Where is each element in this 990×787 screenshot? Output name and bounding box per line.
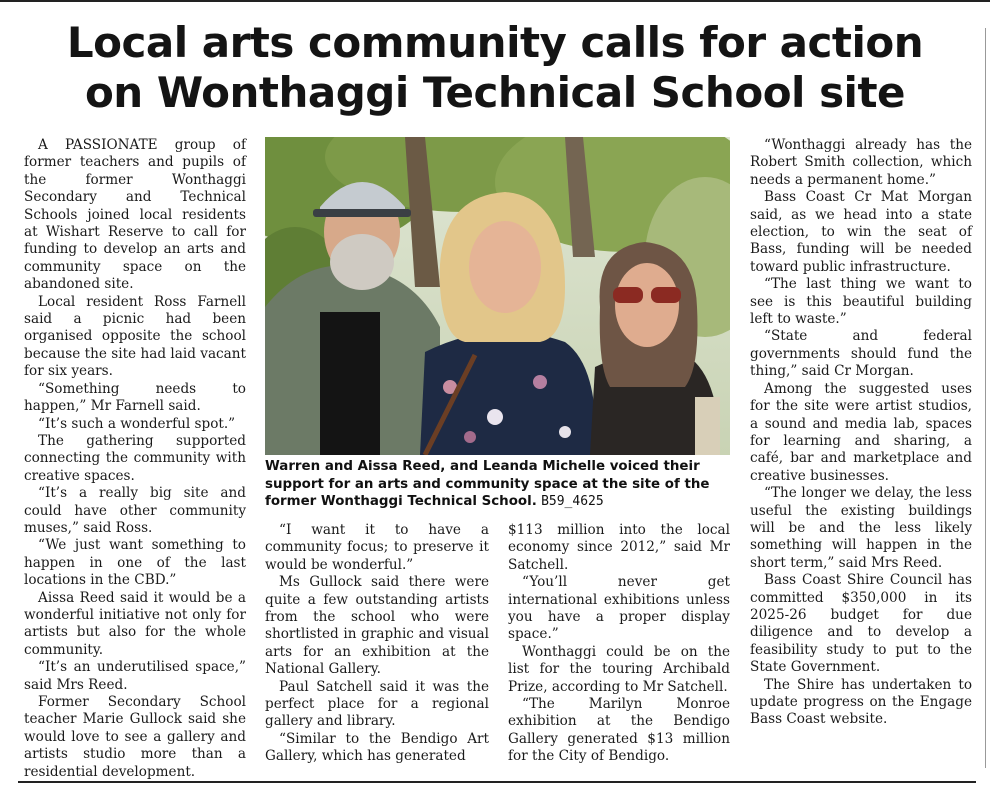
paragraph: A PASSIONATE group of former teachers and pupils of the former Wonthaggi Secondary and Technical Schools joined local residents at Wishart Reserve to call for funding to develop an arts and community space on the abandoned site. (24, 137, 246, 293)
paragraph: Paul Satchell said it was the perfect place for a regional gallery and library. (265, 678, 489, 730)
caption-text: Warren and Aissa Reed, and Leanda Michelle voiced their support for an arts and community space at the site of the former Wonthaggi Technical School. (265, 459, 710, 510)
paragraph: Bass Coast Shire Council has committed $350,000 in its 2025-26 budget for due diligence and to develop a feasibility study to put to the State Government. (750, 572, 972, 676)
top-rule (0, 0, 990, 2)
page-edge-rule (985, 28, 986, 768)
bottom-rule (18, 781, 976, 783)
paragraph: “It’s such a wonderful spot.” (38, 415, 236, 432)
article-column-4 (750, 137, 972, 729)
paragraph: “State and federal governments should fund the thing,” said Cr Morgan. (750, 328, 972, 380)
news-photo (265, 137, 730, 455)
paragraph: “The last thing we want to see is this beautiful building left to waste.” (750, 276, 972, 328)
article-column-2 (265, 522, 489, 766)
article-column-1 (24, 137, 246, 781)
paragraph: The gathering supported connecting the community with creative spaces. (24, 432, 246, 484)
paragraph: Former Secondary School teacher Marie Gullock said she would love to see a gallery and artists studio more than a residential development. (24, 694, 246, 780)
paragraph: “It’s a really big site and could have other community muses,” said Ross. (24, 485, 246, 536)
paragraph: Ms Gullock said there were quite a few outstanding artists from the school who were shortlisted in graphic and visual arts for an exhibition at the National Gallery. (265, 574, 489, 678)
paragraph: “The Marilyn Monroe exhibition at the Bendigo Gallery generated $13 million for the City of Bendigo. (508, 696, 730, 765)
paragraph: Bass Coast Cr Mat Morgan said, as we head into a state election, to win the seat of Bass, funding will be needed toward public infrastructure. (750, 189, 972, 275)
paragraph: “It’s an underutilised space,” said Mrs Reed. (24, 659, 246, 693)
paragraph: Local resident Ross Farnell said a picnic had been organised opposite the school because the site had laid vacant for six years. (24, 293, 246, 380)
paragraph: The Shire has undertaken to update progress on the Engage Bass Coast website. (750, 676, 972, 728)
paragraph: “I want it to have a community focus; to preserve it would be wonderful.” (265, 522, 489, 573)
headline (14, 18, 976, 118)
photo-caption (265, 458, 730, 511)
paragraph: “Similar to the Bendigo Art Gallery, which has generated (265, 730, 489, 765)
headline-line-1: Local arts community calls for action (66, 18, 924, 67)
paragraph: $113 million into the local economy since 2012,” said Mr Satchell. (508, 522, 730, 573)
paragraph: “Something needs to happen,” Mr Farnell said. (24, 380, 246, 415)
photo-code: B59_4625 (541, 494, 604, 510)
paragraph: Wonthaggi could be on the list for the touring Archibald Prize, according to Mr Satchell. (508, 643, 730, 695)
headline-line-2: on Wonthaggi Technical School site (84, 68, 906, 117)
paragraph: Aissa Reed said it would be a wonderful initiative not only for artists but also for the whole community. (24, 589, 246, 658)
paragraph: “You’ll never get international exhibitions unless you have a proper display space.” (508, 574, 730, 643)
paragraph: “We just want something to happen in one of the last locations in the CBD.” (24, 537, 246, 589)
article-column-3 (508, 522, 730, 766)
paragraph: Among the suggested uses for the site were artist studios, a sound and media lab, spaces for learning and sharing, a café, bar and marketplace and creative businesses. (750, 380, 972, 484)
paragraph: “Wonthaggi already has the Robert Smith collection, which needs a permanent home.” (750, 137, 972, 188)
paragraph: “The longer we delay, the less useful the existing buildings will be and the less likely something will happen in the short term,” said Mrs Reed. (750, 485, 972, 571)
